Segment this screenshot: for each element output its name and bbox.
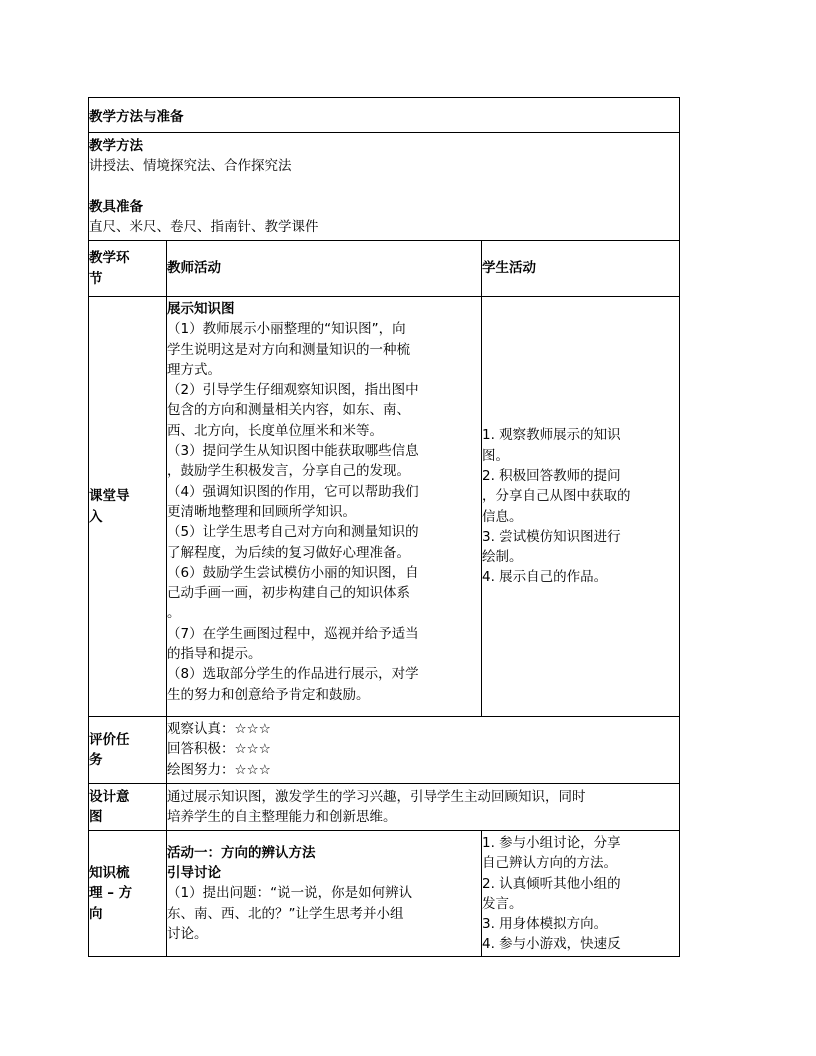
intro-row (89, 297, 680, 717)
methods-text: 讲授法、情境探究法、合作探究法 (89, 158, 292, 175)
methods-tools-row (89, 133, 680, 241)
text-line: 了解程度，为后续的复习做好心理准备。 (167, 544, 410, 561)
header-teacher: 教师活动 (167, 260, 221, 277)
header-stage-line1: 教学环 (89, 250, 130, 267)
text-line: 东、南、西、北的？”让学生思考并小组 (167, 905, 404, 922)
text-line: 包含的方向和测量相关内容，如东、南、 (167, 402, 410, 419)
text-line: （6）鼓励学生尝试模仿小丽的知识图，自 (167, 564, 419, 581)
evaluation-item: 绘图努力：☆☆☆ (167, 761, 271, 778)
text-line: 4. 参与小游戏，快速反 (482, 936, 621, 953)
text-line: 讨论。 (167, 925, 208, 942)
evaluation-item: 回答积极：☆☆☆ (167, 741, 271, 758)
text-line: 2. 认真倾听其他小组的 (482, 875, 621, 892)
text-line: （4）强调知识图的作用，它可以帮助我们 (167, 483, 419, 500)
text-line: 图。 (482, 447, 509, 464)
evaluation-stage-line2: 务 (89, 752, 103, 768)
intro-student-lines (482, 425, 679, 587)
section-title: 教学方法与准备 (89, 108, 184, 125)
header-stage-line2: 节 (89, 270, 103, 287)
text-line: 1. 参与小组讨论，分享 (482, 835, 621, 851)
text-line: 3. 用身体模拟方向。 (482, 916, 608, 933)
design-line: 通过展示知识图，激发学生的学习兴趣，引导学生主动回顾知识，同时 (167, 788, 586, 805)
methods-heading: 教学方法 (89, 138, 143, 154)
text-line: （1）教师展示小丽整理的“知识图”，向 (167, 321, 406, 338)
text-line: 2. 积极回答教师的提问 (482, 467, 621, 484)
evaluation-stage-line1: 评价任 (89, 731, 130, 748)
knowledge-sub-heading: 引导讨论 (167, 865, 221, 882)
design-line: 培养学生的自主整理能力和创新思维。 (167, 809, 397, 825)
text-line: 学生说明这是对方向和测量知识的一种梳 (167, 341, 410, 358)
text-line: （5）让学生思考自己对方向和测量知识的 (167, 524, 419, 541)
tools-heading: 教具准备 (89, 198, 143, 215)
text-line: 。 (167, 605, 181, 622)
knowledge-stage-line2: 理 – 方 (89, 885, 133, 902)
knowledge-stage-line1: 知识梳 (89, 865, 130, 882)
design-row (89, 784, 680, 831)
tools-text: 直尺、米尺、卷尺、指南针、教学课件 (89, 218, 319, 235)
intro-teacher-heading: 展示知识图 (167, 301, 235, 317)
text-line: 西、北方向，长度单位厘米和米等。 (167, 422, 383, 439)
knowledge-stage-line3: 向 (89, 905, 103, 922)
text-line: 3. 尝试模仿知识图进行 (482, 528, 621, 545)
intro-teacher-lines (167, 319, 481, 705)
text-line: （8）选取部分学生的作品进行展示，对学 (167, 666, 419, 683)
evaluation-row (89, 717, 680, 784)
design-stage-line2: 图 (89, 809, 103, 825)
text-line: 1. 观察教师展示的知识 (482, 427, 621, 444)
text-line: 自己辨认方向的方法。 (482, 855, 617, 872)
design-stage-line1: 设计意 (89, 788, 130, 805)
text-line: （2）引导学生仔细观察知识图，指出图中 (167, 382, 419, 399)
table-header-row (89, 241, 680, 297)
text-line: 发言。 (482, 895, 523, 912)
intro-stage-line2: 入 (89, 508, 103, 525)
text-line: 己动手画一画，初步构建自己的知识体系 (167, 585, 410, 602)
text-line: 4. 展示自己的作品。 (482, 569, 608, 586)
text-line: （1）提出问题：“说一说，你是如何辨认 (167, 885, 413, 902)
text-line: （3）提问学生从知识图中能获取哪些信息 (167, 443, 419, 460)
header-student: 学生活动 (482, 260, 536, 277)
text-line: ，鼓励学生积极发言，分享自己的发现。 (167, 463, 410, 480)
text-line: 生的努力和创意给予肯定和鼓励。 (167, 686, 370, 703)
spacer (89, 177, 679, 197)
text-line: 信息。 (482, 508, 523, 525)
evaluation-item: 观察认真：☆☆☆ (167, 721, 271, 737)
text-line: 更清晰地整理和回顾所学知识。 (167, 503, 356, 520)
lesson-plan-table (88, 97, 680, 957)
text-line: 理方式。 (167, 361, 221, 378)
text-line: ，分享自己从图中获取的 (482, 488, 631, 505)
text-line: 绘制。 (482, 549, 523, 566)
section-title-row (89, 98, 680, 133)
knowledge-activity-title: 活动一：方向的辨认方法 (167, 844, 316, 861)
text-line: （7）在学生画图过程中，巡视并给予适当 (167, 625, 419, 642)
text-line: 的指导和提示。 (167, 646, 262, 663)
intro-stage-line1: 课堂导 (89, 488, 130, 505)
knowledge-row (89, 831, 680, 957)
